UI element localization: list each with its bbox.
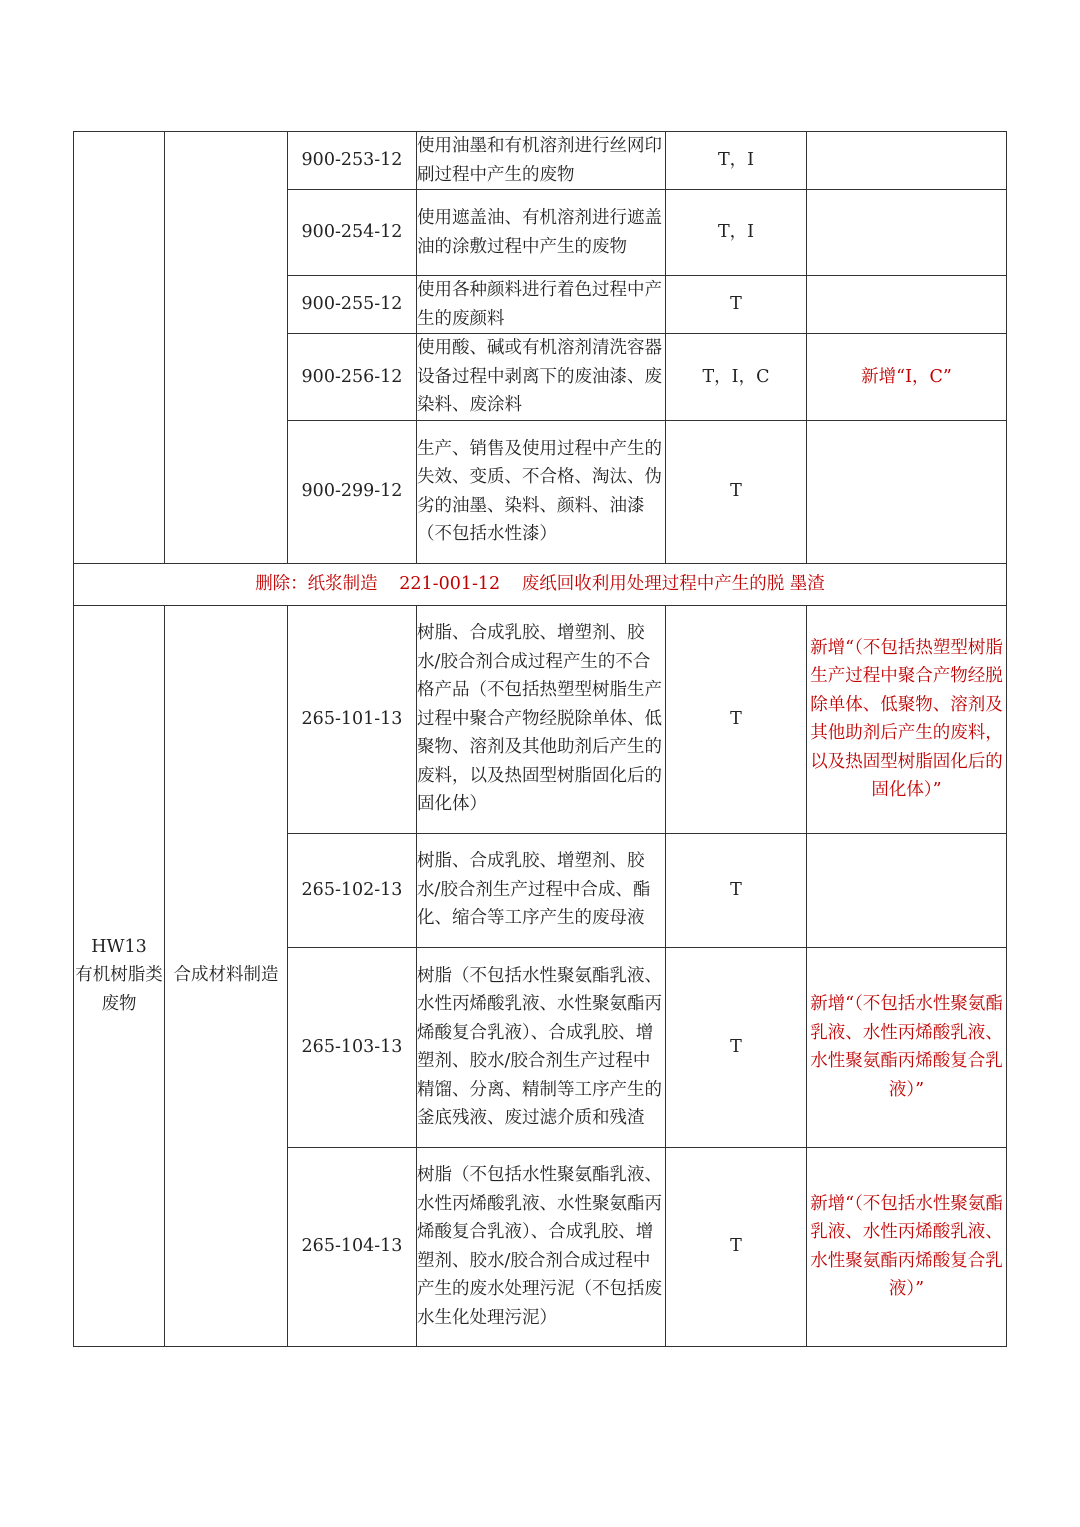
deletion-description: 废纸回收利用处理过程中产生的脱 墨渣 bbox=[521, 573, 825, 594]
hazard-characteristic: T bbox=[666, 420, 807, 563]
waste-code: 265-102-13 bbox=[288, 833, 417, 947]
waste-code: 900-253-12 bbox=[288, 132, 417, 190]
waste-description: 生产、销售及使用过程中产生的失效、变质、不合格、淘汰、伪劣的油墨、染料、颜料、油漆（不包括水性漆） bbox=[417, 420, 666, 563]
revision-note bbox=[807, 276, 1007, 334]
revision-note: 新增“（不包括水性聚氨酯乳液、水性丙烯酸乳液、水性聚氨酯丙烯酸复合乳液）” bbox=[807, 1147, 1007, 1346]
revision-note bbox=[807, 833, 1007, 947]
waste-code: 900-256-12 bbox=[288, 334, 417, 421]
revision-note: 新增“I，C” bbox=[807, 334, 1007, 421]
deletion-note bbox=[74, 563, 1007, 605]
industry-source: 合成材料制造 bbox=[165, 605, 288, 1346]
hazard-characteristic: T，I bbox=[666, 190, 807, 276]
hazard-characteristic: T bbox=[666, 276, 807, 334]
deletion-code: 221-001-12 bbox=[399, 573, 501, 594]
waste-description: 树脂（不包括水性聚氨酯乳液、水性丙烯酸乳液、水性聚氨酯丙烯酸复合乳液）、合成乳胶、增塑剂、胶水/胶合剂生产过程中精馏、分离、精制等工序产生的釜底残液、废过滤介质和残渣 bbox=[417, 947, 666, 1147]
hazard-characteristic: T，I bbox=[666, 132, 807, 190]
revision-note bbox=[807, 420, 1007, 563]
deletion-label: 删除：纸浆制造 bbox=[255, 573, 378, 594]
waste-description: 树脂（不包括水性聚氨酯乳液、水性丙烯酸乳液、水性聚氨酯丙烯酸复合乳液）、合成乳胶、增塑剂、胶水/胶合剂合成过程中产生的废水处理污泥（不包括废水生化处理污泥） bbox=[417, 1147, 666, 1346]
hazard-characteristic: T bbox=[666, 947, 807, 1147]
hazard-characteristic: T bbox=[666, 605, 807, 833]
waste-category-name: 有机树脂类废物 bbox=[75, 965, 163, 1014]
waste-description: 使用各种颜料进行着色过程中产生的废颜料 bbox=[417, 276, 666, 334]
hazard-characteristic: T bbox=[666, 1147, 807, 1346]
industry-cell-top bbox=[165, 132, 288, 564]
revision-note bbox=[807, 190, 1007, 276]
waste-description: 树脂、合成乳胶、增塑剂、胶水/胶合剂生产过程中合成、酯化、缩合等工序产生的废母液 bbox=[417, 833, 666, 947]
revision-note bbox=[807, 132, 1007, 190]
waste-code: 265-104-13 bbox=[288, 1147, 417, 1346]
waste-description: 使用油墨和有机溶剂进行丝网印刷过程中产生的废物 bbox=[417, 132, 666, 190]
waste-code: 900-255-12 bbox=[288, 276, 417, 334]
category-cell-top bbox=[74, 132, 165, 564]
waste-description: 树脂、合成乳胶、增塑剂、胶水/胶合剂合成过程产生的不合格产品（不包括热塑型树脂生产过程中聚合产物经脱除单体、低聚物、溶剂及其他助剂后产生的废料，以及热固型树脂固化后的固化体） bbox=[417, 605, 666, 833]
waste-code: 265-101-13 bbox=[288, 605, 417, 833]
table-row bbox=[74, 605, 1007, 833]
table-row bbox=[74, 132, 1007, 190]
waste-code: 900-299-12 bbox=[288, 420, 417, 563]
waste-code: 900-254-12 bbox=[288, 190, 417, 276]
waste-category-code: HW13 bbox=[91, 936, 147, 957]
deletion-row bbox=[74, 563, 1007, 605]
hazardous-waste-table bbox=[73, 131, 1007, 1347]
waste-code: 265-103-13 bbox=[288, 947, 417, 1147]
waste-category-cell bbox=[74, 605, 165, 1346]
waste-description: 使用酸、碱或有机溶剂清洗容器设备过程中剥离下的废油漆、废染料、废涂料 bbox=[417, 334, 666, 421]
revision-note: 新增“（不包括热塑型树脂生产过程中聚合产物经脱除单体、低聚物、溶剂及其他助剂后产生的废料，以及热固型树脂固化后的固化体）” bbox=[807, 605, 1007, 833]
revision-note: 新增“（不包括水性聚氨酯乳液、水性丙烯酸乳液、水性聚氨酯丙烯酸复合乳液）” bbox=[807, 947, 1007, 1147]
hazard-characteristic: T，I，C bbox=[666, 334, 807, 421]
waste-description: 使用遮盖油、有机溶剂进行遮盖油的涂敷过程中产生的废物 bbox=[417, 190, 666, 276]
hazard-characteristic: T bbox=[666, 833, 807, 947]
